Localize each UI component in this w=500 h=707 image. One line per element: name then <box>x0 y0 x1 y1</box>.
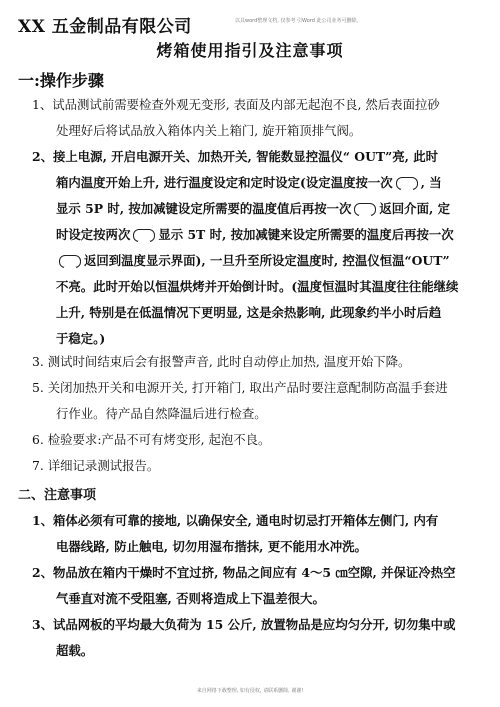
step-2-line-3 <box>32 196 458 222</box>
note-3 <box>32 612 455 664</box>
note-2 <box>32 560 455 612</box>
step-5 <box>32 375 448 427</box>
note-3-line-2: 超载。 <box>56 643 94 658</box>
section-heading-notes: 二、注意事项 <box>18 488 97 503</box>
step-3: 3. 测试时间结束后会有报警声音, 此时自动停止加热, 温度开始下降。 <box>32 354 411 369</box>
step-2-line-3-text: 显示 5P 时, 按加减键设定所需要的温度值后再按一次 <box>56 201 352 216</box>
step-2-line-5-text: 返回到温度显示界面), 一旦升至所设定温度时, 控温仪恒温“OUT” <box>84 253 450 268</box>
key-button-icon <box>354 203 376 216</box>
note-2-line-2: 气垂直对流不受阻塞, 否则将造成上下温差很大。 <box>56 591 325 606</box>
note-3-line-1: 3、试品网板的平均最大负荷为 15 公斤, 放置物品是应均匀分开, 切勿集中或 <box>32 617 456 632</box>
step-2-line-2-text: 箱内温度开始上升, 进行温度设定和定时设定(设定温度按一次 <box>56 175 393 190</box>
key-button-icon <box>59 255 81 268</box>
step-5-line-2: 行作业。待产品自然降温后进行检查。 <box>56 406 267 421</box>
step-6: 6. 检验要求:产品不可有烤变形, 起泡不良。 <box>32 432 271 447</box>
step-2-line-2-tail: , 当 <box>420 175 442 190</box>
footer-note: 来自网络下载整理, 如有侵权, 请联系删除, 谢谢! <box>196 688 304 694</box>
section-heading-operation: 一:操作步骤 <box>18 71 104 90</box>
company-name: XX 五金制品有限公司 <box>18 17 192 37</box>
step-2 <box>32 144 458 352</box>
document-title: 烤箱使用指引及注意事项 <box>156 41 344 60</box>
step-2-line-5 <box>32 248 458 274</box>
key-button-icon <box>396 177 418 190</box>
note-2-line-1: 2、物品放在箱内干燥时不宜过挤, 物品之间应有 4～5 ㎝空隙, 并保证冷热空 <box>32 565 456 580</box>
step-1 <box>32 92 440 144</box>
step-2-line-3-tail: 返回介面, 定 <box>379 201 450 216</box>
note-1-line-2: 电器线路, 防止触电, 切勿用湿布揩抹, 更不能用水冲洗。 <box>56 539 367 554</box>
step-7: 7. 详细记录测试报告。 <box>32 458 160 473</box>
step-2-line-8: 于稳定。) <box>56 331 106 346</box>
note-1 <box>32 508 438 560</box>
step-2-line-4-text: 时设定按两次 <box>56 227 131 242</box>
step-2-line-2 <box>32 170 458 196</box>
header-note: 以具word整理文档, 仅参考 引Word 此公司业务可删除。 <box>235 18 362 24</box>
step-1-line-2: 处理好后将试品放入箱体内关上箱门, 旋开箱顶排气阀。 <box>56 123 362 138</box>
step-2-line-1: 2、接上电源, 开启电源开关、加热开关, 智能数显控温仪“ OUT”亮, 此时 <box>32 149 439 164</box>
step-2-line-6: 不亮。此时开始以恒温烘烤并开始倒计时。(温度恒温时其温度往往能继续 <box>56 279 459 294</box>
key-button-icon <box>133 229 155 242</box>
step-1-line-1: 1、试品测试前需要检查外观无变形, 表面及内部无起泡不良, 然后表面拉砂 <box>32 97 440 112</box>
step-2-line-4 <box>32 222 458 248</box>
note-1-line-1: 1、箱体必须有可靠的接地, 以确保安全, 通电时切忌打开箱体左侧门, 内有 <box>32 513 439 528</box>
step-2-line-7: 上升, 特别是在低温情况下更明显, 这是余热影响, 此现象约半小时后趋 <box>56 305 442 320</box>
step-2-line-4-tail: 显示 5T 时, 按加减键来设定所需要的温度后再按一次 <box>158 227 454 242</box>
step-5-line-1: 5. 关闭加热开关和电源开关, 打开箱门, 取出产品时要注意配制防高温手套进 <box>32 380 448 395</box>
